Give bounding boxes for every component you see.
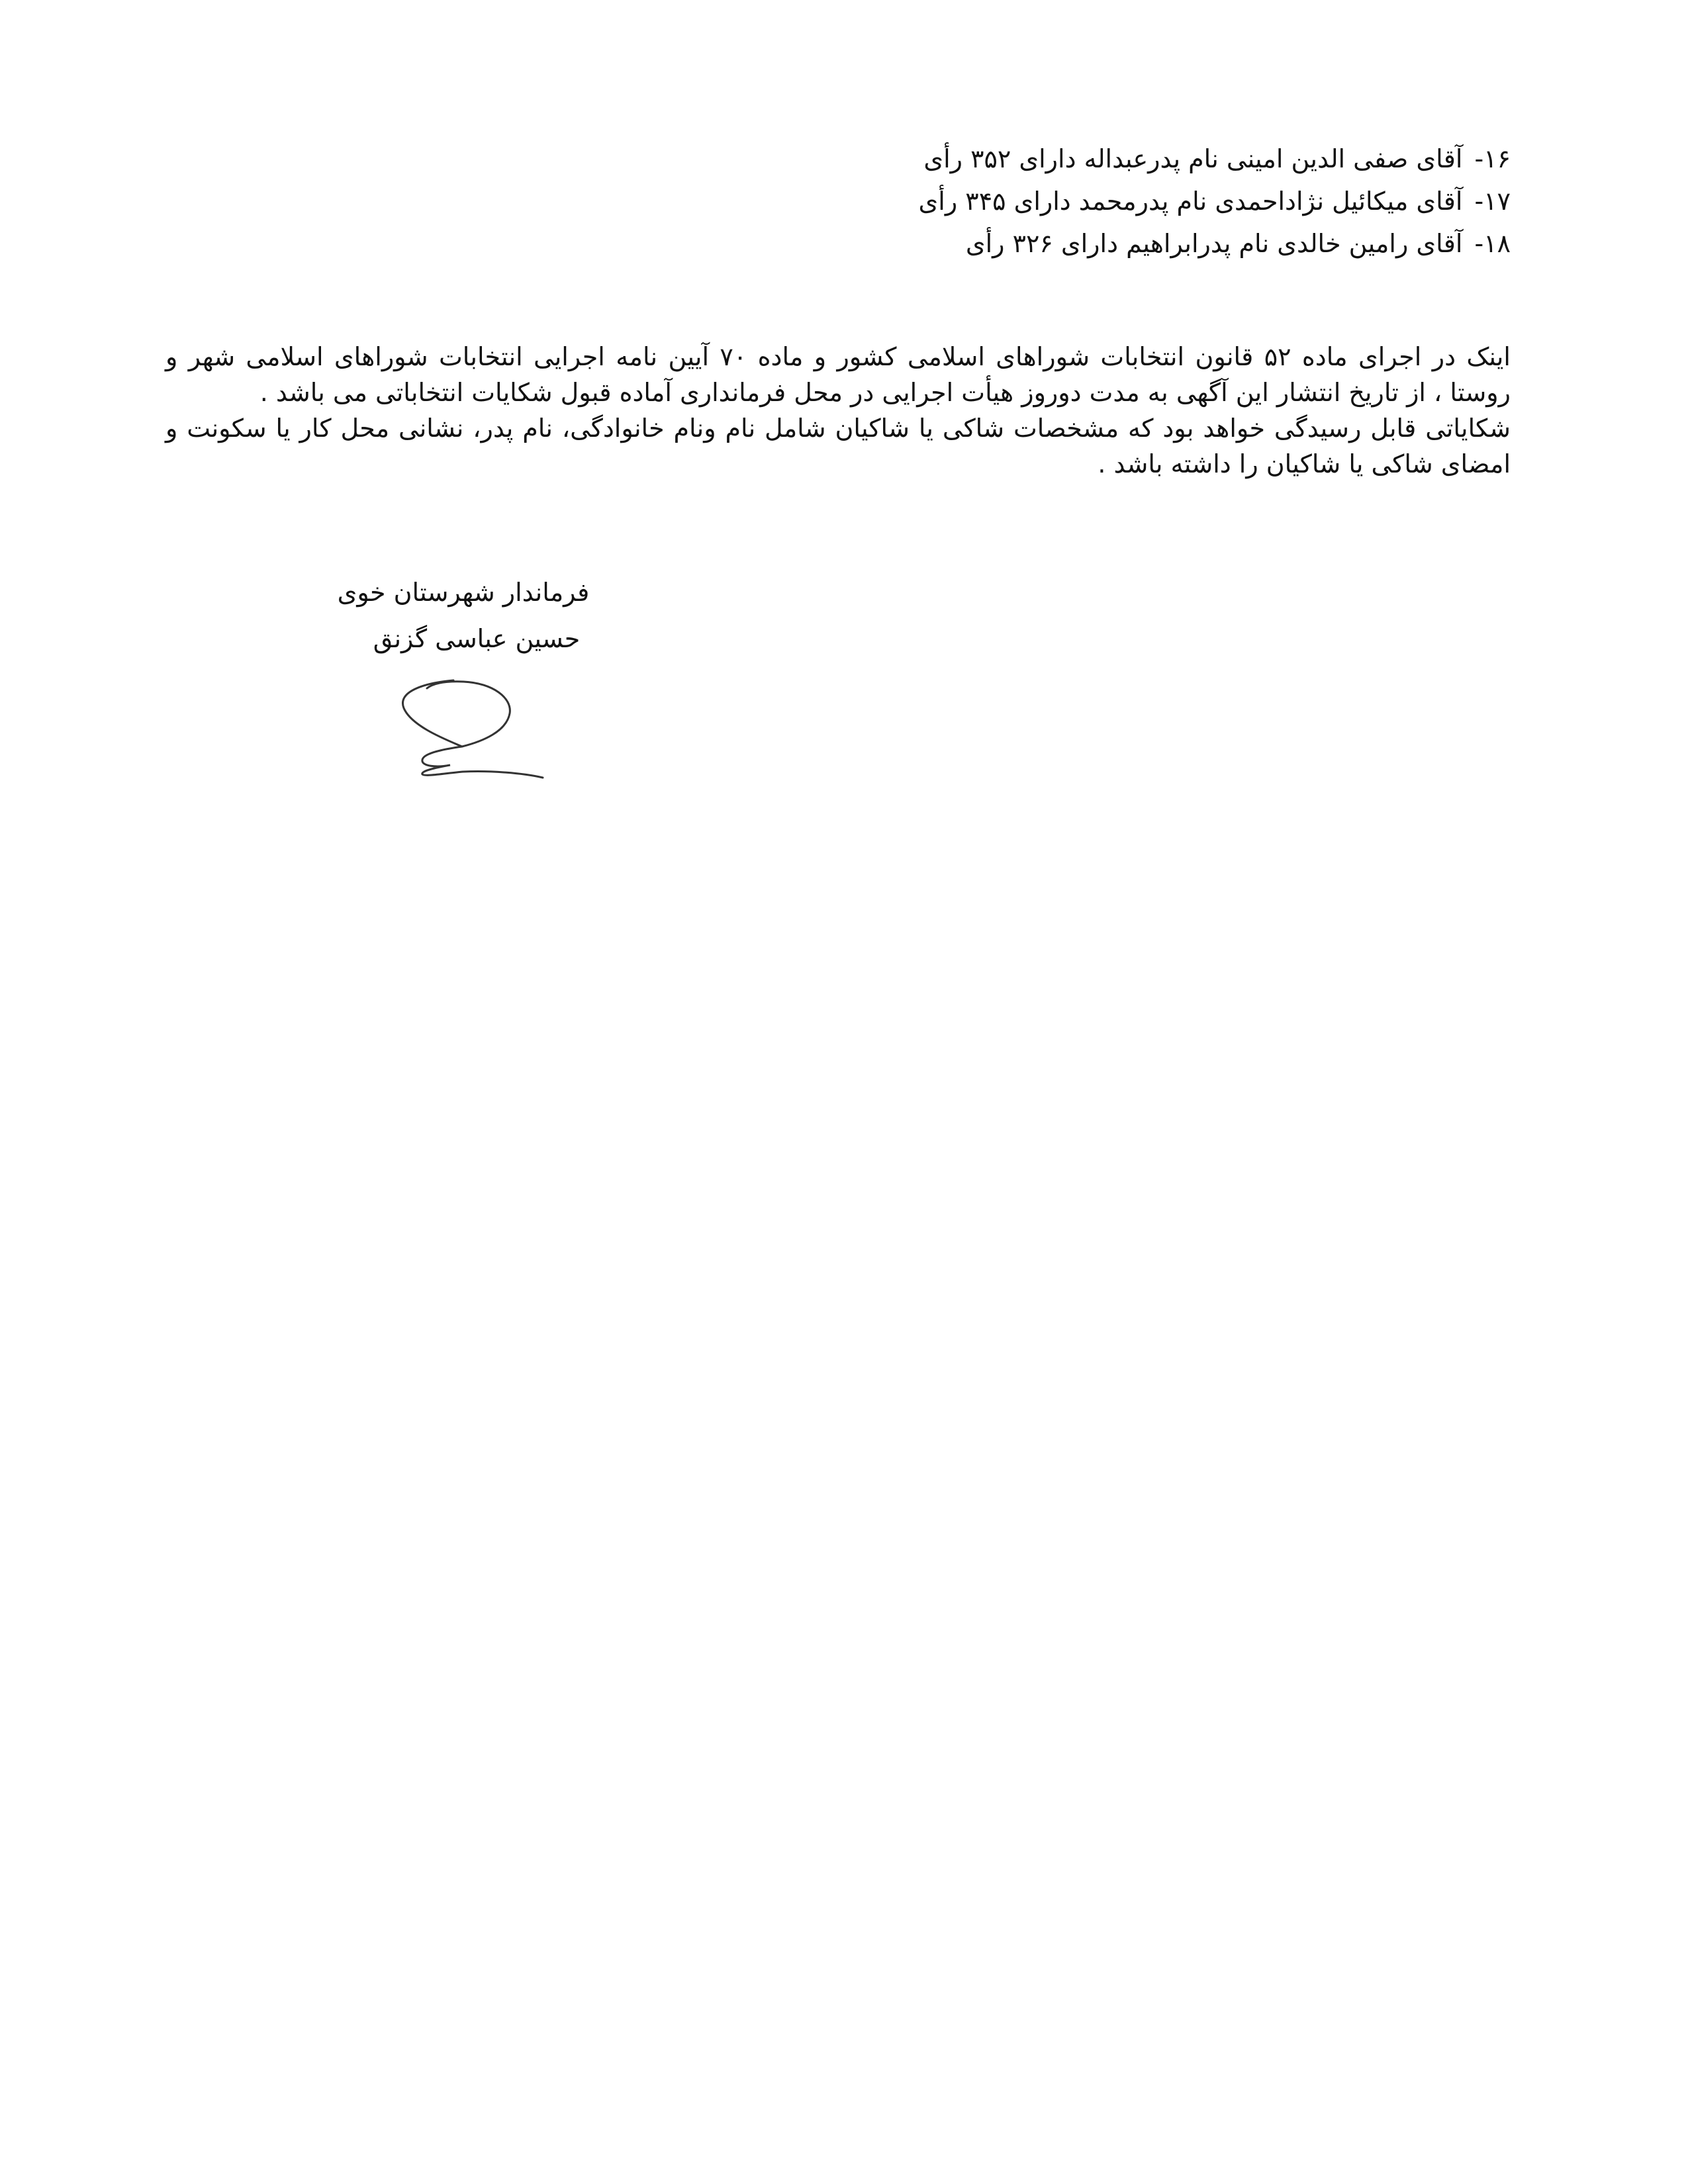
handwritten-signature bbox=[384, 668, 556, 781]
list-item bbox=[584, 222, 1511, 265]
signatory-title: فرماندار شهرستان خوی bbox=[337, 578, 590, 607]
candidate-number: ۱۷- bbox=[1474, 187, 1511, 216]
candidate-text: آقای رامین خالدی نام پدرابراهیم دارای ۳۲۶ رأی bbox=[965, 229, 1463, 258]
notice-paragraph-complaint-requirements: شکایاتی قابل رسیدگی خواهد بود که مشخصات شاکی یا شاکیان شامل نام ونام خانوادگی، نام پدر، نشانی محل کار یا سکونت و امضای شاکی یا شاکیان را داشته باشد . bbox=[165, 414, 1511, 478]
candidate-number: ۱۶- bbox=[1474, 144, 1511, 173]
notice-body bbox=[165, 339, 1511, 482]
candidate-text: آقای صفی الدین امینی نام پدرعبداله دارای ۳۵۲ رأی bbox=[923, 144, 1463, 173]
candidate-text: آقای میکائیل نژاداحمدی نام پدرمحمد دارای ۳۴۵ رأی bbox=[918, 187, 1463, 216]
list-item bbox=[584, 180, 1511, 222]
list-item bbox=[584, 138, 1511, 180]
notice-paragraph-complaint-period: اینک در اجرای ماده ۵۲ قانون انتخابات شوراهای اسلامی کشور و ماده ۷۰ آیین نامه اجرایی انتخابات شوراهای اسلامی شهر و روستا ، از تاریخ انتشار این آگهی به مدت دوروز هیأت اجرایی در محل فرمانداری آماده قبول شکایات انتخاباتی می باشد . bbox=[165, 342, 1511, 407]
signatory-block bbox=[291, 569, 662, 662]
candidate-list bbox=[584, 138, 1511, 265]
signatory-name: حسین عباسی گزنق bbox=[373, 624, 581, 653]
candidate-number: ۱۸- bbox=[1474, 229, 1511, 258]
